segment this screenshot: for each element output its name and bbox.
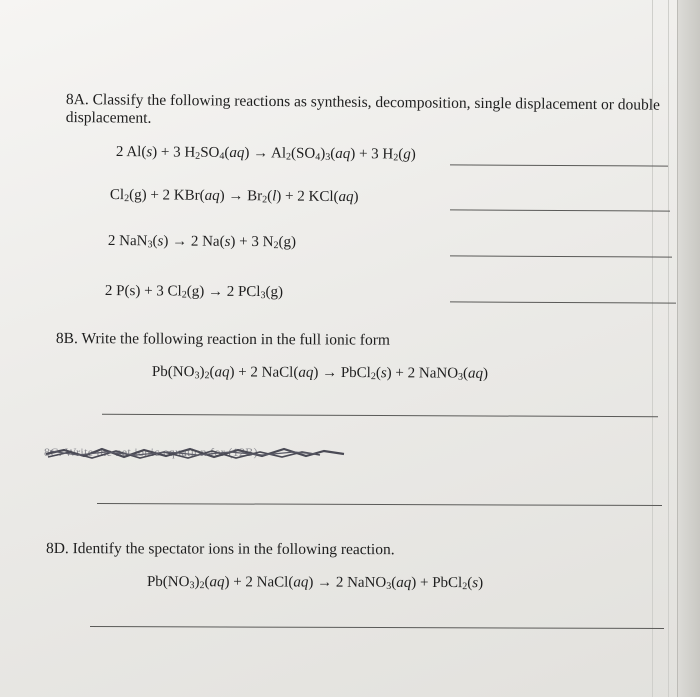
q8a-heading (66, 91, 660, 133)
answer-line-8b[interactable] (102, 414, 658, 417)
answer-line-8a-2[interactable] (450, 209, 670, 211)
answer-line-8a-1[interactable] (450, 164, 668, 166)
q8d-equation: $Pb(NO_3)_2(aq) + 2$ NaCl(aq) → 2 NaNO$_3$(aq) + PbCl$_2$(s) (146, 574, 484, 593)
q8c-heading-struck: 8C. Write the net ionic equation for (12B) (44, 445, 258, 459)
answer-line-8d[interactable] (90, 626, 664, 629)
q8d-heading: 8D. Identify the spectator ions in the following reaction. (45, 540, 395, 559)
page-fold-line (668, 0, 669, 697)
q8a-heading-line1: 8A. Classify the following reactions as synthesis, decomposition, single displacement or double (65, 91, 661, 114)
q8a-equation-1: 2 Al(s) + 3 $H_2SO_4(aq) \to Al_2(SO_4)_3(aq) + 3$ $H_2(g)$ (115, 144, 416, 164)
q8b-heading: 8B. Write the following reaction in the full ionic form (55, 330, 390, 349)
scribble-mark (44, 443, 354, 465)
q8b-equation: $Pb(NO_3)_2(aq) + 2$ NaCl(aq) → PbCl$_2$(s) + 2 NaNO$_3$(aq) (151, 364, 489, 383)
answer-line-8c[interactable] (97, 503, 662, 506)
q8a-equation-2: $Cl_2(g) + 2$ $KBr(aq) \to Br_2(l) + 2$ KCl(aq) (109, 187, 359, 206)
q8a-equation-3: 2 NaN$_3$(s) → 2 Na(s) + 3 $N_2(g)$ (107, 233, 297, 252)
answer-line-8a-3[interactable] (450, 255, 672, 257)
page-edge (677, 0, 700, 697)
q8a-heading-line2: displacement. (65, 108, 152, 127)
q8c-crossed-out (44, 443, 354, 465)
q8a-equation-4: 2 P(s) + 3 $Cl_2(g) \to 2$ PCl$_3$(g) (104, 283, 284, 302)
answer-line-8a-4[interactable] (450, 301, 676, 303)
